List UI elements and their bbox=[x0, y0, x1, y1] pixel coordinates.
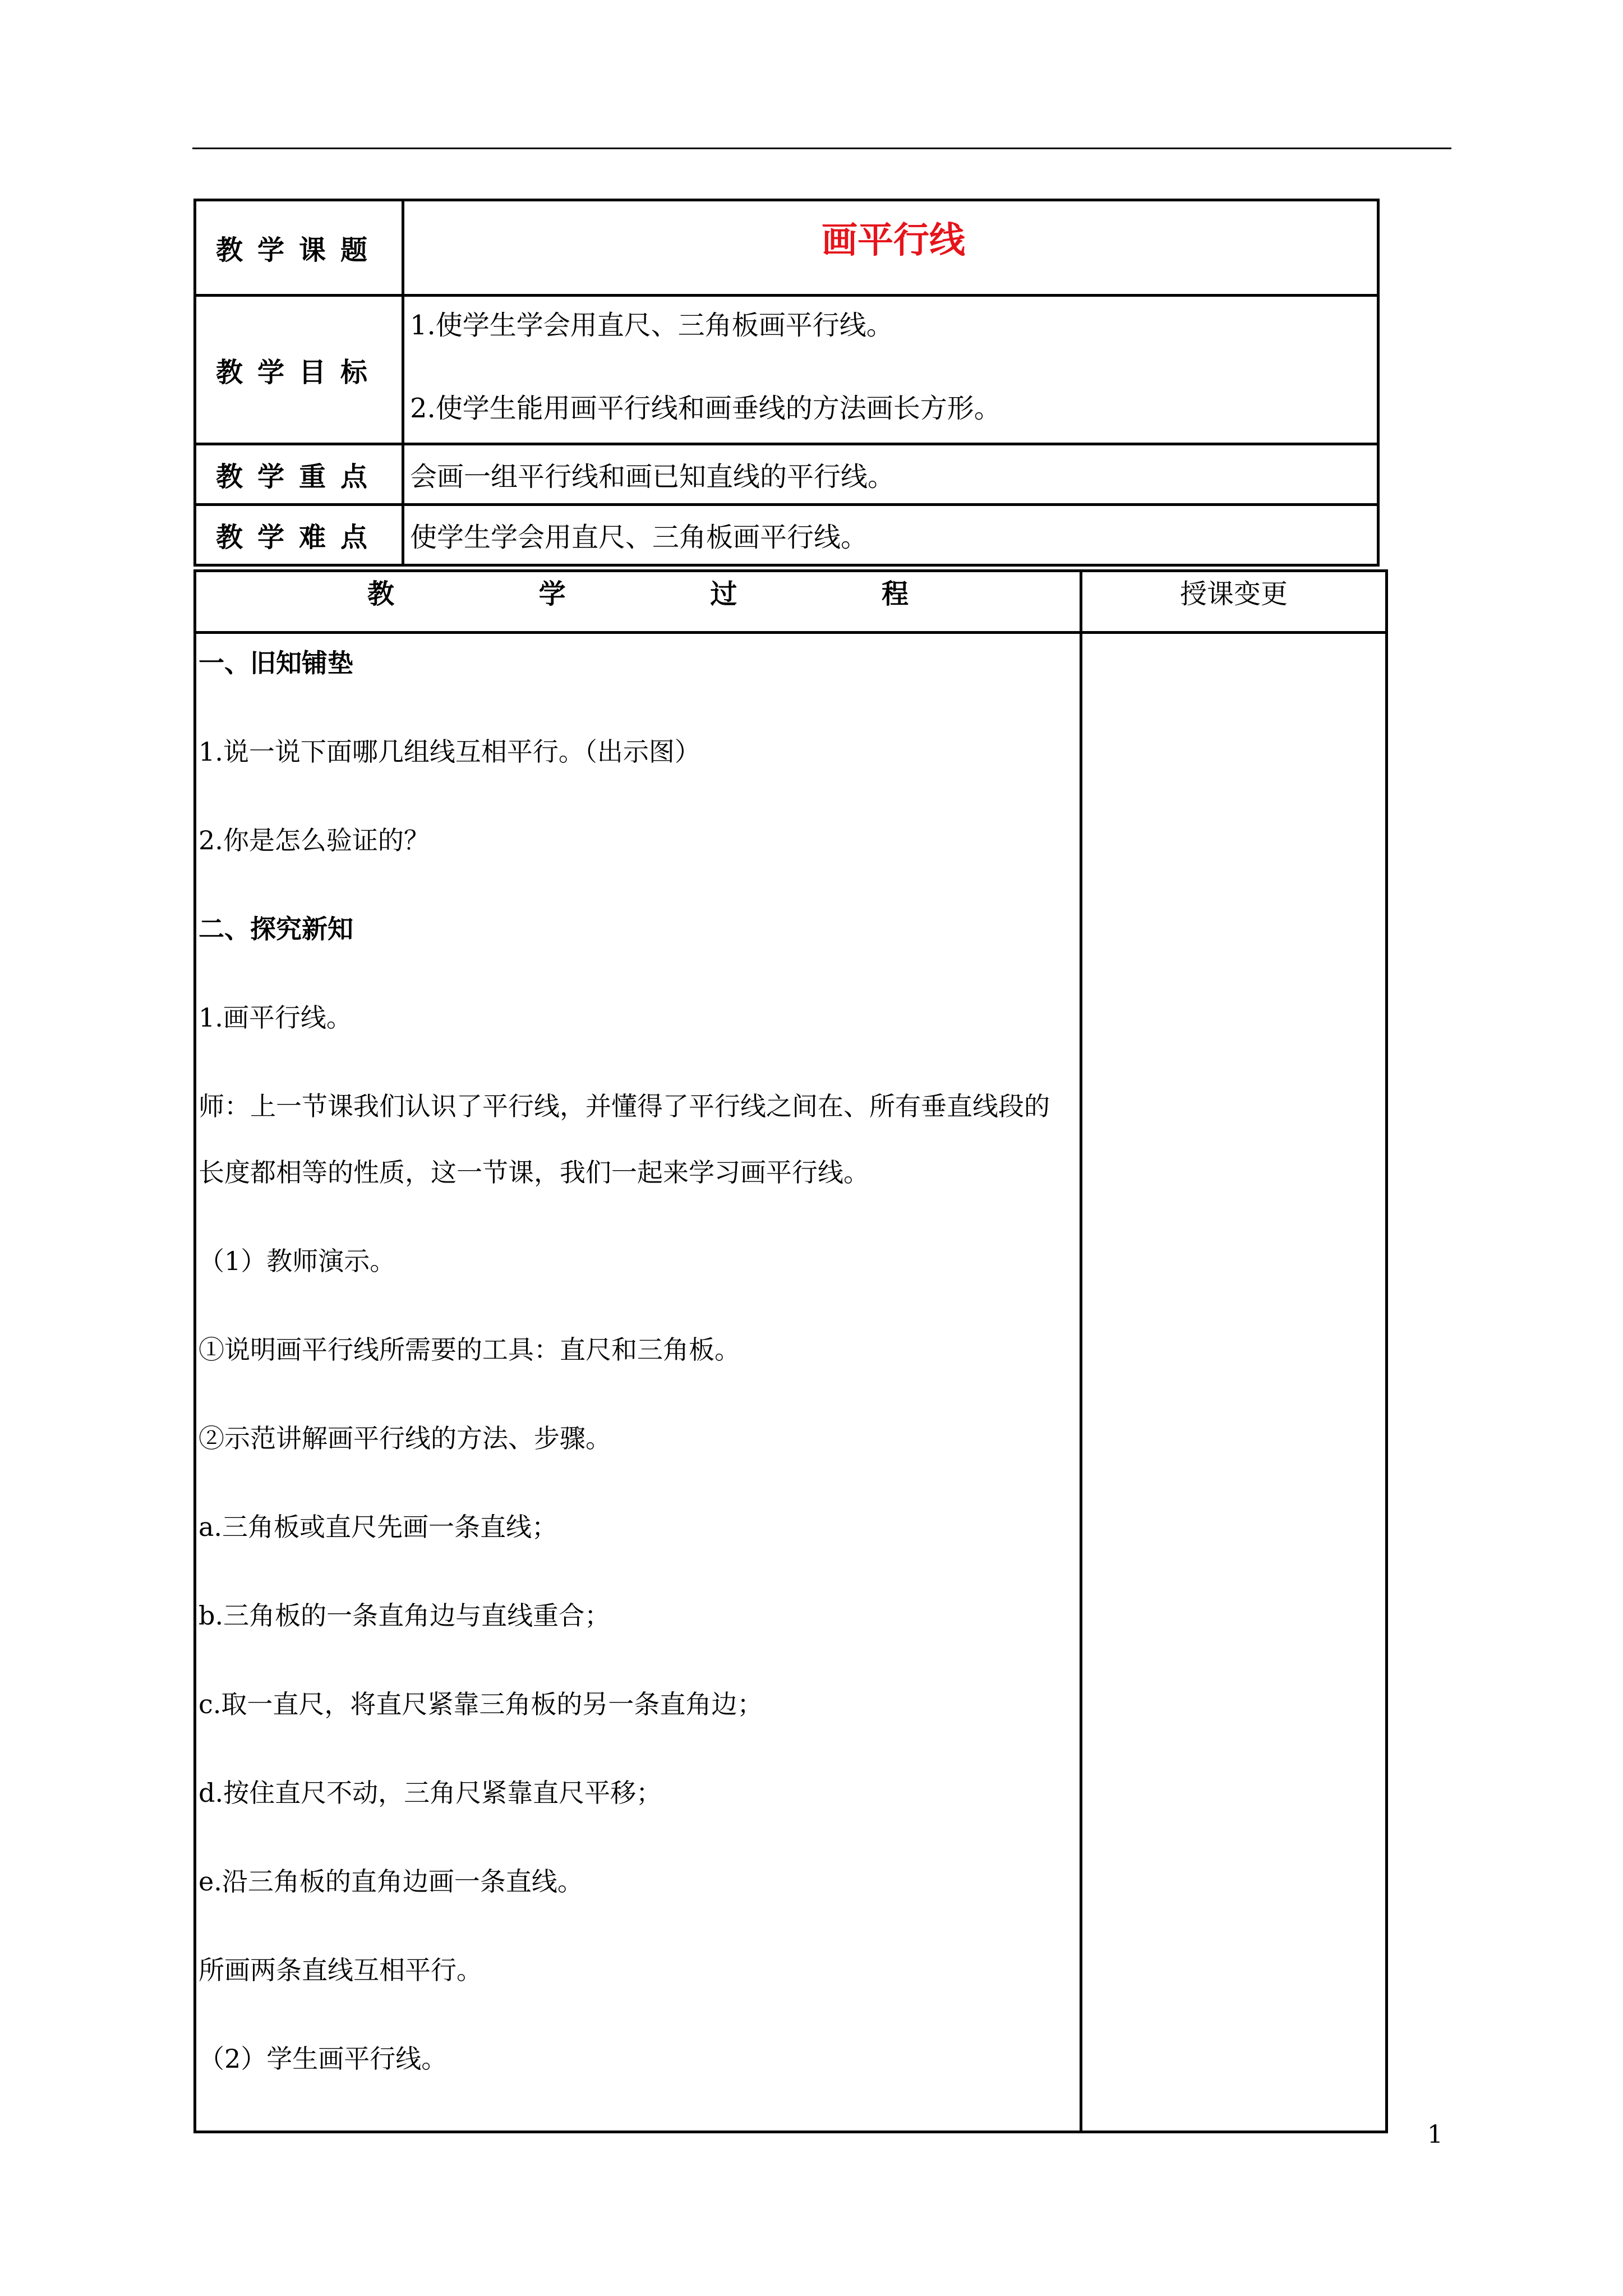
key-point-label: 教学重点 bbox=[195, 444, 403, 505]
changes-heading-cell bbox=[1081, 571, 1387, 633]
lesson-title: 画平行线 bbox=[822, 219, 965, 261]
process-line: d.按住直尺不动，三角尺紧靠直尺平移； bbox=[199, 1778, 662, 1808]
process-heading-cell bbox=[195, 571, 1081, 633]
process-body-row bbox=[195, 633, 1387, 2132]
section-heading: 一、旧知铺垫 bbox=[199, 648, 353, 678]
topic-cell bbox=[403, 200, 1378, 296]
changes-heading: 授课变更 bbox=[1179, 578, 1288, 610]
process-lines bbox=[196, 634, 1080, 2076]
difficulty-row bbox=[195, 505, 1378, 565]
teaching-process-table bbox=[193, 569, 1388, 2133]
process-header-row bbox=[195, 571, 1387, 633]
page-number: 1 bbox=[1427, 2120, 1443, 2149]
process-heading-char: 教 bbox=[367, 578, 395, 610]
process-line: ①说明画平行线所需要的工具：直尺和三角板。 bbox=[199, 1335, 740, 1365]
topic-label: 教学课题 bbox=[195, 200, 403, 296]
key-point-row bbox=[195, 444, 1378, 505]
process-heading-char: 程 bbox=[881, 578, 909, 610]
process-line: 所画两条直线互相平行。 bbox=[199, 1955, 482, 1985]
difficulty-label: 教学难点 bbox=[195, 505, 403, 565]
process-line: a.三角板或直尺先画一条直线； bbox=[199, 1512, 558, 1542]
goal-row bbox=[195, 296, 1378, 444]
lesson-info-table bbox=[193, 199, 1380, 567]
section-heading: 二、探究新知 bbox=[199, 914, 353, 944]
header-rule bbox=[192, 148, 1451, 149]
difficulty-value: 使学生学会用直尺、三角板画平行线。 bbox=[403, 505, 1378, 565]
goal-item: 2.使学生能用画平行线和画垂线的方法画长方形。 bbox=[410, 393, 1001, 424]
topic-row bbox=[195, 200, 1378, 296]
goal-label: 教学目标 bbox=[195, 296, 403, 444]
goal-item: 1.使学生学会用直尺、三角板画平行线。 bbox=[410, 310, 893, 341]
goal-cell bbox=[403, 296, 1378, 444]
process-heading-char: 学 bbox=[538, 578, 566, 610]
process-line: c.取一直尺，将直尺紧靠三角板的另一条直角边； bbox=[199, 1689, 763, 1719]
process-line: e.沿三角板的直角边画一条直线。 bbox=[199, 1866, 583, 1897]
process-line: 2.你是怎么验证的？ bbox=[199, 825, 430, 855]
process-line: （2）学生画平行线。 bbox=[199, 2044, 448, 2074]
process-line: ②示范讲解画平行线的方法、步骤。 bbox=[199, 1423, 611, 1453]
process-heading bbox=[196, 572, 1080, 611]
process-line: （1）教师演示。 bbox=[199, 1246, 396, 1276]
changes-content-cell bbox=[1081, 633, 1387, 2132]
process-content-cell bbox=[195, 633, 1081, 2132]
process-line: b.三角板的一条直角边与直线重合； bbox=[199, 1600, 611, 1631]
process-heading-char: 过 bbox=[710, 578, 737, 610]
process-line: 师：上一节课我们认识了平行线，并懂得了平行线之间在、所有垂直线段的长度都相等的性质，这一节课，我们一起来学习画平行线。 bbox=[199, 1091, 1050, 1188]
process-line: 1.画平行线。 bbox=[199, 1002, 352, 1033]
process-line: 1.说一说下面哪几组线互相平行。（出示图） bbox=[199, 737, 700, 767]
key-point-value: 会画一组平行线和画已知直线的平行线。 bbox=[403, 444, 1378, 505]
